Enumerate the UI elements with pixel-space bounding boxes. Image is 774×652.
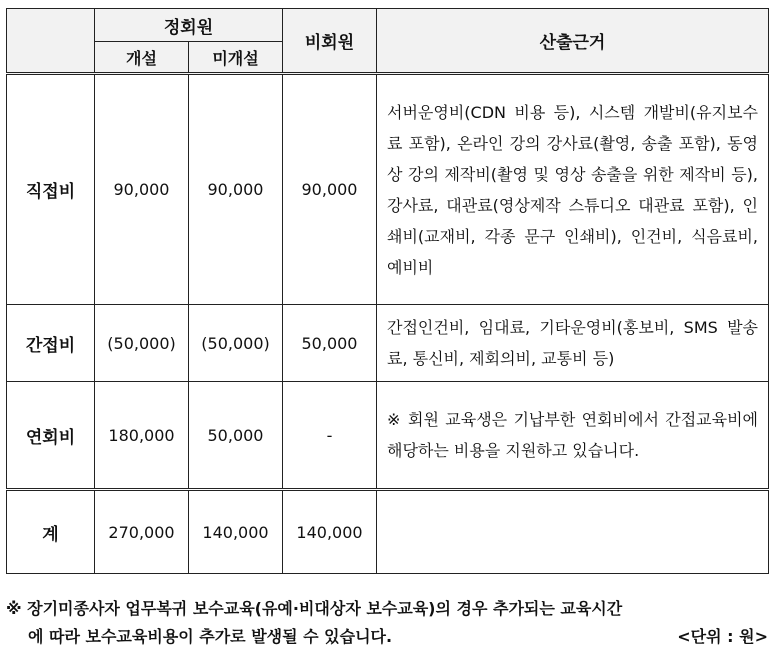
cell-opened: 90,000 bbox=[95, 74, 189, 305]
header-basis: 산출근거 bbox=[377, 9, 769, 74]
cell-not-opened: 90,000 bbox=[189, 74, 283, 305]
table-row-total bbox=[7, 490, 769, 574]
row-label: 간접비 bbox=[7, 305, 95, 382]
row-label: 연회비 bbox=[7, 382, 95, 490]
cell-basis: ※ 회원 교육생은 기납부한 연회비에서 간접교육비에 해당하는 비용을 지원하고 있습니다. bbox=[377, 382, 769, 490]
header-not-opened: 미개설 bbox=[189, 42, 283, 74]
cell-not-opened: 140,000 bbox=[189, 490, 283, 574]
header-opened: 개설 bbox=[95, 42, 189, 74]
cell-opened: 270,000 bbox=[95, 490, 189, 574]
table-row-direct-cost bbox=[7, 74, 769, 305]
fee-table bbox=[6, 8, 769, 574]
row-label: 계 bbox=[7, 490, 95, 574]
cell-non-member: 90,000 bbox=[283, 74, 377, 305]
footnote-line-1: ※ 장기미종사자 업무복귀 보수교육(유예·비대상자 보수교육)의 경우 추가되는 교육시간 bbox=[6, 599, 623, 618]
row-label: 직접비 bbox=[7, 74, 95, 305]
cell-not-opened: 50,000 bbox=[189, 382, 283, 490]
cell-non-member: 140,000 bbox=[283, 490, 377, 574]
cell-basis: 간접인건비, 임대료, 기타운영비(홍보비, SMS 발송료, 통신비, 제회의비, 교통비 등) bbox=[377, 305, 769, 382]
footnote-line-2-wrap bbox=[6, 624, 770, 647]
cell-basis: 서버운영비(CDN 비용 등), 시스템 개발비(유지보수료 포함), 온라인 강의 강사료(촬영, 송출 포함), 동영상 강의 제작비(촬영 및 영상 송출을 위한 제작비 등), 강사료, 대관료(영상제작 스튜디오 대관료 포함), 인쇄비(교재비, 각종 문구 인쇄비), 인건비, 식음료비, 예비비 bbox=[377, 74, 769, 305]
header-regular-member: 정회원 bbox=[95, 9, 283, 42]
table-row-annual-fee bbox=[7, 382, 769, 490]
header-non-member: 비회원 bbox=[283, 9, 377, 74]
footnote-line-2: 에 따라 보수교육비용이 추가로 발생될 수 있습니다. bbox=[28, 627, 393, 646]
cell-opened: (50,000) bbox=[95, 305, 189, 382]
cell-opened: 180,000 bbox=[95, 382, 189, 490]
cell-basis bbox=[377, 490, 769, 574]
cell-non-member: - bbox=[283, 382, 377, 490]
cell-non-member: 50,000 bbox=[283, 305, 377, 382]
cell-not-opened: (50,000) bbox=[189, 305, 283, 382]
unit-label: <단위 : 원> bbox=[677, 627, 768, 646]
table-row-indirect-cost bbox=[7, 305, 769, 382]
header-row-label bbox=[7, 9, 95, 74]
